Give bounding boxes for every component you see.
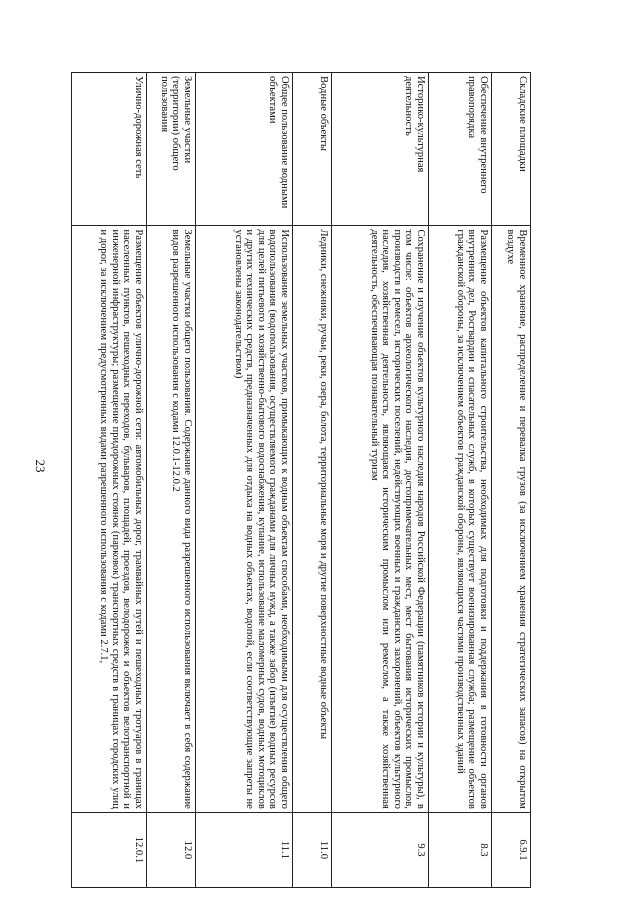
use-name-cell: Земельные участки (территории) общего пользования (147, 73, 196, 226)
table-row (147, 73, 196, 888)
table-row (72, 73, 147, 888)
use-name-cell: Водные объекты (293, 73, 332, 226)
use-code-cell: 8.3 (429, 812, 492, 887)
page-number: 23 (33, 459, 48, 473)
use-name-cell: Общее пользование водными объектами (196, 73, 293, 226)
use-code-cell: 6.9.1 (492, 812, 531, 887)
table-row (429, 73, 492, 888)
table-row (332, 73, 429, 888)
use-description-cell: Размещение объектов капитального строительства, необходимых для подготовки и поддержания в готовности органов внутренних дел, Росгвардии и спасательных служб, в которых существует военизированная служба; размещение объектов гражданской обороны, за исключением объектов гражданской обороны, являющихся частями производственных зданий (429, 226, 492, 812)
use-code-cell: 9.3 (332, 812, 429, 887)
use-description-cell: Временное хранение, распределение и перевалка грузов (за исключением хранения стратегических запасов) на открытом воздухе (492, 226, 531, 812)
use-name-cell: Улично-дорожная сеть (72, 73, 147, 226)
use-description-cell: Сохранение и изучение объектов культурного наследия народов Российской Федерации (памятников истории и культуры), в том числе: объектов археологического наследия, достопримечательных мест, мест бытования исторических промыслов, производств и ремесел, исторических поселений, недействующих военных и гражданских захоронений, объектов культурного наследия, хозяйственная деятельность, являющаяся историческим промыслом или ремеслом, а также хозяйственная деятельность, обеспечивающая познавательный туризм (332, 226, 429, 812)
rotated-table-container (81, 72, 531, 888)
land-use-table (71, 72, 531, 888)
use-name-cell: Историко-культурная деятельность (332, 73, 429, 226)
table-row (293, 73, 332, 888)
use-description-cell: Ледники, снежники, ручьи, реки, озера, болота, территориальные моря и другие поверхностные водные объекты (293, 226, 332, 812)
use-name-cell: Обеспечение внутреннего правопорядка (429, 73, 492, 226)
use-description-cell: Земельные участки общего пользования. Содержание данного вида разрешенного использования включает в себя содержание видов разрешенного использования с кодами 12.0.1-12.0.2 (147, 226, 196, 812)
use-name-cell: Складские площадки (492, 73, 531, 226)
table-row (196, 73, 293, 888)
use-code-cell: 12.0.1 (72, 812, 147, 887)
use-description-cell: Размещение объектов улично-дорожной сети: автомобильных дорог, трамвайных путей и пешеходных тротуаров в границах населенных пунктов, пешеходных переходов, бульваров, площадей, проездов, велодорожек и объектов велотранспортной и инженерной инфраструктуры; размещение придорожных стоянок (парковок) транспортных средств в границах городских улиц и дорог, за исключением предусмотренных видами разрешенного использования с кодами 2.7.1, (72, 226, 147, 812)
use-code-cell: 12.0 (147, 812, 196, 887)
table-row (492, 73, 531, 888)
use-code-cell: 11.1 (196, 812, 293, 887)
use-description-cell: Использование земельных участков, примыкающих к водным объектам способами, необходимыми для осуществления общего водопользования (водопользования, осуществляемого гражданами для личных нужд, а также забор (изъятие) водных ресурсов для целей питьевого и хозяйственно-бытового водоснабжения, купание, использование маломерных судов, водных мотоциклов и других технических средств, предназначенных для отдыха на водных объектах, водопой, если соответствующие запреты не установлены законодательством) (196, 226, 293, 812)
use-code-cell: 11.0 (293, 812, 332, 887)
